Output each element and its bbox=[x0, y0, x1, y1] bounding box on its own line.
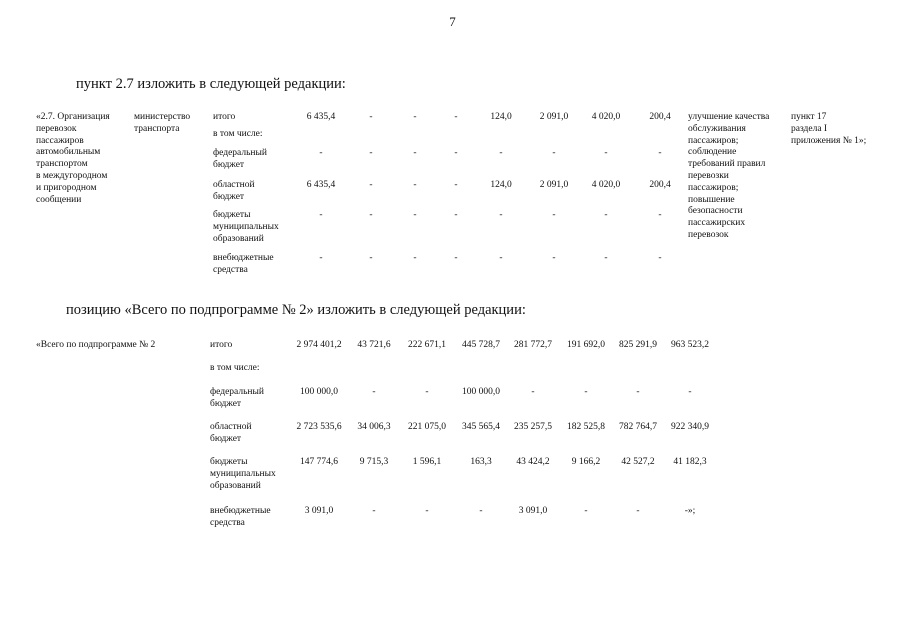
s1-result-line: улучшение качества bbox=[688, 112, 770, 122]
s2-row-label-line: итого bbox=[210, 340, 233, 350]
s2-value-cell: - bbox=[531, 387, 535, 397]
s2-row-label-line: федеральный bbox=[210, 387, 264, 397]
s1-value-cell: 2 091,0 bbox=[539, 180, 569, 190]
s1-value-cell: - bbox=[369, 148, 373, 158]
s2-value-cell: 963 523,2 bbox=[671, 340, 709, 350]
s1-value-cell: - bbox=[499, 148, 503, 158]
s1-value-cell: - bbox=[319, 148, 323, 158]
s2-row-label bbox=[210, 506, 271, 530]
s1-row-label-line: бюджет bbox=[213, 191, 245, 202]
s1-value-cell: - bbox=[369, 210, 373, 220]
s1-row-label-line: областной bbox=[213, 180, 255, 190]
s1-name-line: сообщении bbox=[36, 194, 82, 205]
s2-name-cell: «Всего по подпрограмме № 2 bbox=[36, 340, 156, 350]
s2-value-cell: - bbox=[688, 387, 692, 397]
s1-value-cell: - bbox=[499, 253, 503, 263]
s1-value-cell: - bbox=[552, 253, 556, 263]
s2-value-cell: 3 091,0 bbox=[304, 506, 334, 516]
s2-row-label bbox=[210, 457, 276, 492]
s2-row-label-line: образований bbox=[210, 480, 261, 491]
s1-value-cell: - bbox=[658, 253, 662, 263]
s1-value-cell: 200,4 bbox=[649, 112, 671, 122]
s2-value-cell: 100 000,0 bbox=[462, 387, 500, 397]
s2-value-cell: 825 291,9 bbox=[619, 340, 657, 350]
s2-value-cell: 2 974 401,2 bbox=[296, 340, 342, 350]
s1-value-cell: 124,0 bbox=[490, 112, 512, 122]
s2-value-cell: - bbox=[479, 506, 483, 516]
s1-value-cell: - bbox=[552, 148, 556, 158]
s1-value-cell: 4 020,0 bbox=[591, 112, 621, 122]
s2-row-label bbox=[210, 340, 232, 352]
s2-value-cell: - bbox=[636, 387, 640, 397]
s1-result-line: безопасности bbox=[688, 206, 743, 217]
section1-heading: пункт 2.7 изложить в следующей редакции: bbox=[76, 76, 346, 92]
s1-name-line: перевозок bbox=[36, 123, 77, 134]
page-number: 7 bbox=[449, 14, 456, 29]
s1-value-cell: - bbox=[413, 112, 417, 122]
s1-executor-line: транспорта bbox=[134, 123, 180, 134]
s1-row-label bbox=[213, 129, 263, 141]
s2-value-cell: 41 182,3 bbox=[673, 457, 707, 467]
s2-value-cell: 445 728,7 bbox=[462, 340, 500, 350]
s1-result-line: повышение bbox=[688, 194, 735, 205]
s2-value-cell: 43 721,6 bbox=[357, 340, 391, 350]
s1-reference-cell bbox=[791, 112, 866, 147]
s1-result-line: обслуживания bbox=[688, 123, 746, 134]
s1-row-label-line: муниципальных bbox=[213, 221, 279, 232]
s1-value-cell: 2 091,0 bbox=[539, 112, 569, 122]
s2-row-label-line: муниципальных bbox=[210, 468, 276, 479]
s2-value-cell: 1 596,1 bbox=[412, 457, 442, 467]
s2-row-label-line: средства bbox=[210, 517, 245, 528]
s2-value-cell: - bbox=[372, 506, 376, 516]
s1-value-cell: - bbox=[369, 180, 373, 190]
s2-value-cell: 3 091,0 bbox=[518, 506, 548, 516]
s1-value-cell: 124,0 bbox=[490, 180, 512, 190]
s2-value-cell: 922 340,9 bbox=[671, 422, 709, 432]
s1-value-cell: - bbox=[454, 180, 458, 190]
s1-row-label bbox=[213, 253, 274, 277]
s2-value-cell: 281 772,7 bbox=[514, 340, 552, 350]
s1-name-line: «2.7. Организация bbox=[36, 112, 110, 122]
s1-value-cell: - bbox=[604, 210, 608, 220]
s1-value-cell: 200,4 bbox=[649, 180, 671, 190]
s1-row-label-line: бюджеты bbox=[213, 210, 251, 220]
s1-name-cell bbox=[36, 112, 110, 206]
s1-value-cell: - bbox=[454, 210, 458, 220]
s1-value-cell: 4 020,0 bbox=[591, 180, 621, 190]
s2-value-cell: 100 000,0 bbox=[300, 387, 338, 397]
s1-result-line: перевозки bbox=[688, 170, 729, 181]
s2-value-cell: - bbox=[372, 387, 376, 397]
s1-name-line: пассажиров bbox=[36, 135, 84, 146]
s1-result-cell bbox=[688, 112, 769, 242]
s1-value-cell: - bbox=[413, 148, 417, 158]
s1-value-cell: - bbox=[319, 253, 323, 263]
s1-value-cell: - bbox=[552, 210, 556, 220]
s2-value-cell: 9 715,3 bbox=[359, 457, 389, 467]
s1-value-cell: - bbox=[413, 180, 417, 190]
s1-executor-cell bbox=[134, 112, 190, 136]
s2-value-cell: 191 692,0 bbox=[567, 340, 605, 350]
s1-result-line: пассажиров; bbox=[688, 182, 739, 193]
s2-row-label-line: внебюджетные bbox=[210, 506, 271, 516]
s2-row-label bbox=[210, 422, 252, 446]
s2-value-cell: 34 006,3 bbox=[357, 422, 391, 432]
s1-name-line: транспортом bbox=[36, 159, 88, 170]
s1-row-label-line: федеральный bbox=[213, 148, 267, 158]
s2-value-cell: 782 764,7 bbox=[619, 422, 657, 432]
s2-value-cell: 2 723 535,6 bbox=[296, 422, 342, 432]
s1-name-line: в междугородном bbox=[36, 170, 108, 181]
s1-row-label-line: образований bbox=[213, 233, 264, 244]
s2-row-label bbox=[210, 387, 264, 411]
s2-value-cell: -»; bbox=[684, 506, 696, 516]
s1-value-cell: - bbox=[413, 210, 417, 220]
s1-result-line: перевозок bbox=[688, 229, 729, 240]
s2-value-cell: 147 774,6 bbox=[300, 457, 338, 467]
s1-value-cell: - bbox=[454, 148, 458, 158]
s1-value-cell: - bbox=[369, 253, 373, 263]
s1-value-cell: - bbox=[499, 210, 503, 220]
s2-value-cell: 182 525,8 bbox=[567, 422, 605, 432]
s1-row-label bbox=[213, 180, 255, 204]
s1-value-cell: - bbox=[604, 148, 608, 158]
s1-value-cell: - bbox=[454, 112, 458, 122]
s1-result-line: пассажиров; bbox=[688, 135, 739, 146]
s1-value-cell: - bbox=[658, 210, 662, 220]
s2-value-cell: 163,3 bbox=[470, 457, 492, 467]
s1-row-label bbox=[213, 210, 279, 245]
s1-value-cell: - bbox=[658, 148, 662, 158]
section2-heading: позицию «Всего по подпрограмме № 2» изложить в следующей редакции: bbox=[66, 302, 526, 318]
s2-row-label-line: бюджет bbox=[210, 433, 242, 444]
s2-value-cell: 221 075,0 bbox=[408, 422, 446, 432]
s1-row-label-line: итого bbox=[213, 112, 236, 122]
s2-row-label-line: областной bbox=[210, 422, 252, 432]
s2-row-label-line: бюджеты bbox=[210, 457, 248, 467]
s2-value-cell: - bbox=[636, 506, 640, 516]
s2-value-cell: 222 671,1 bbox=[408, 340, 446, 350]
s1-name-line: автомобильным bbox=[36, 147, 101, 158]
s2-value-cell: - bbox=[584, 506, 588, 516]
s2-value-cell: 9 166,2 bbox=[571, 457, 601, 467]
s2-value-cell: 43 424,2 bbox=[516, 457, 550, 467]
s1-row-label-line: бюджет bbox=[213, 159, 245, 170]
s2-row-label bbox=[210, 363, 260, 375]
s1-reference-line: раздела I bbox=[791, 123, 828, 134]
s1-executor-line: министерство bbox=[134, 112, 191, 122]
s1-value-cell: - bbox=[369, 112, 373, 122]
s1-value-cell: - bbox=[604, 253, 608, 263]
s1-reference-line: пункт 17 bbox=[791, 112, 827, 122]
s1-value-cell: 6 435,4 bbox=[306, 112, 336, 122]
s2-value-cell: - bbox=[425, 387, 429, 397]
s1-value-cell: - bbox=[413, 253, 417, 263]
s1-result-line: пассажирских bbox=[688, 218, 746, 229]
s2-value-cell: - bbox=[425, 506, 429, 516]
s1-value-cell: - bbox=[319, 210, 323, 220]
s1-name-line: и пригородном bbox=[36, 182, 97, 193]
s2-value-cell: 235 257,5 bbox=[514, 422, 552, 432]
s2-row-label-line: бюджет bbox=[210, 398, 242, 409]
s2-value-cell: 345 565,4 bbox=[462, 422, 500, 432]
s1-value-cell: 6 435,4 bbox=[306, 180, 336, 190]
s1-row-label-line: в том числе: bbox=[213, 129, 263, 139]
s1-result-line: требований правил bbox=[688, 159, 766, 170]
s1-row-label bbox=[213, 148, 267, 172]
s1-row-label-line: средства bbox=[213, 264, 248, 275]
s1-row-label bbox=[213, 112, 235, 124]
s2-value-cell: 42 527,2 bbox=[621, 457, 655, 467]
s2-value-cell: - bbox=[584, 387, 588, 397]
s1-result-line: соблюдение bbox=[688, 147, 737, 158]
s2-row-label-line: в том числе: bbox=[210, 363, 260, 373]
s1-reference-line: приложения № 1»; bbox=[791, 135, 867, 146]
s1-row-label-line: внебюджетные bbox=[213, 253, 274, 263]
s1-value-cell: - bbox=[454, 253, 458, 263]
